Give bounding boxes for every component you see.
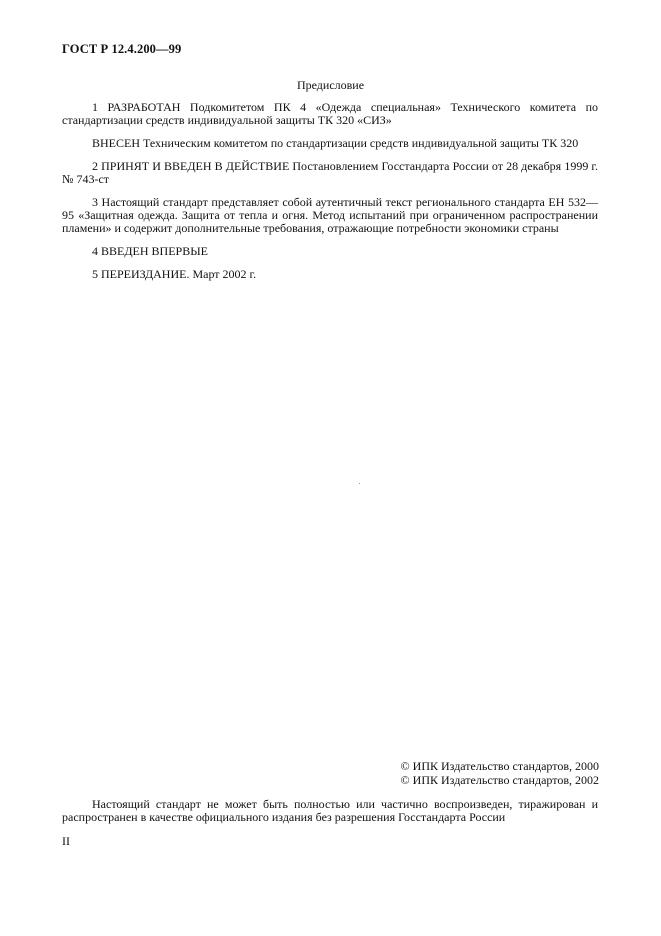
copyright-line-2000: © ИПК Издательство стандартов, 2000 <box>400 759 599 773</box>
reproduction-notice: Настоящий стандарт не может быть полностью или частично воспроизведен, тиражирован и распространен в качестве официального издания без разрешения Госстандарта России <box>62 797 598 824</box>
paragraph-reissue: 5 ПЕРЕИЗДАНИЕ. Март 2002 г. <box>92 267 257 281</box>
copyright-line-2002: © ИПК Издательство стандартов, 2002 <box>400 773 599 787</box>
paragraph-introduced: ВНЕСЕН Техническим комитетом по стандартизации средств индивидуальной защиты ТК 320 <box>92 136 579 150</box>
section-title: Предисловие <box>296 78 365 92</box>
copyright-block <box>401 759 599 787</box>
preface-body <box>62 101 598 291</box>
scan-speck <box>359 483 360 484</box>
paragraph-developed: 1 РАЗРАБОТАН Подкомитетом ПК 4 «Одежда специальная» Технического комитета по стандартизации средств индивидуальной защиты ТК 320 «СИЗ» <box>62 100 598 127</box>
paragraph-first-introduced: 4 ВВЕДЕН ВПЕРВЫЕ <box>92 244 208 258</box>
paragraph-authentic-text: 3 Настоящий стандарт представляет собой аутентичный текст регионального стандарта ЕН 532—95 «Защитная одежда. Защита от тепла и огня. Метод испытаний при ограниченном распространении пламени» и содержит дополнительные требования, отражающие потребности экономики страны <box>62 195 598 235</box>
paragraph-adopted: 2 ПРИНЯТ И ВВЕДЕН В ДЕЙСТВИЕ Постановлением Госстандарта России от 28 декабря 1999 г. № 743-ст <box>62 159 598 186</box>
document-code-header: ГОСТ Р 12.4.200—99 <box>62 42 182 56</box>
page-number: II <box>62 834 70 848</box>
